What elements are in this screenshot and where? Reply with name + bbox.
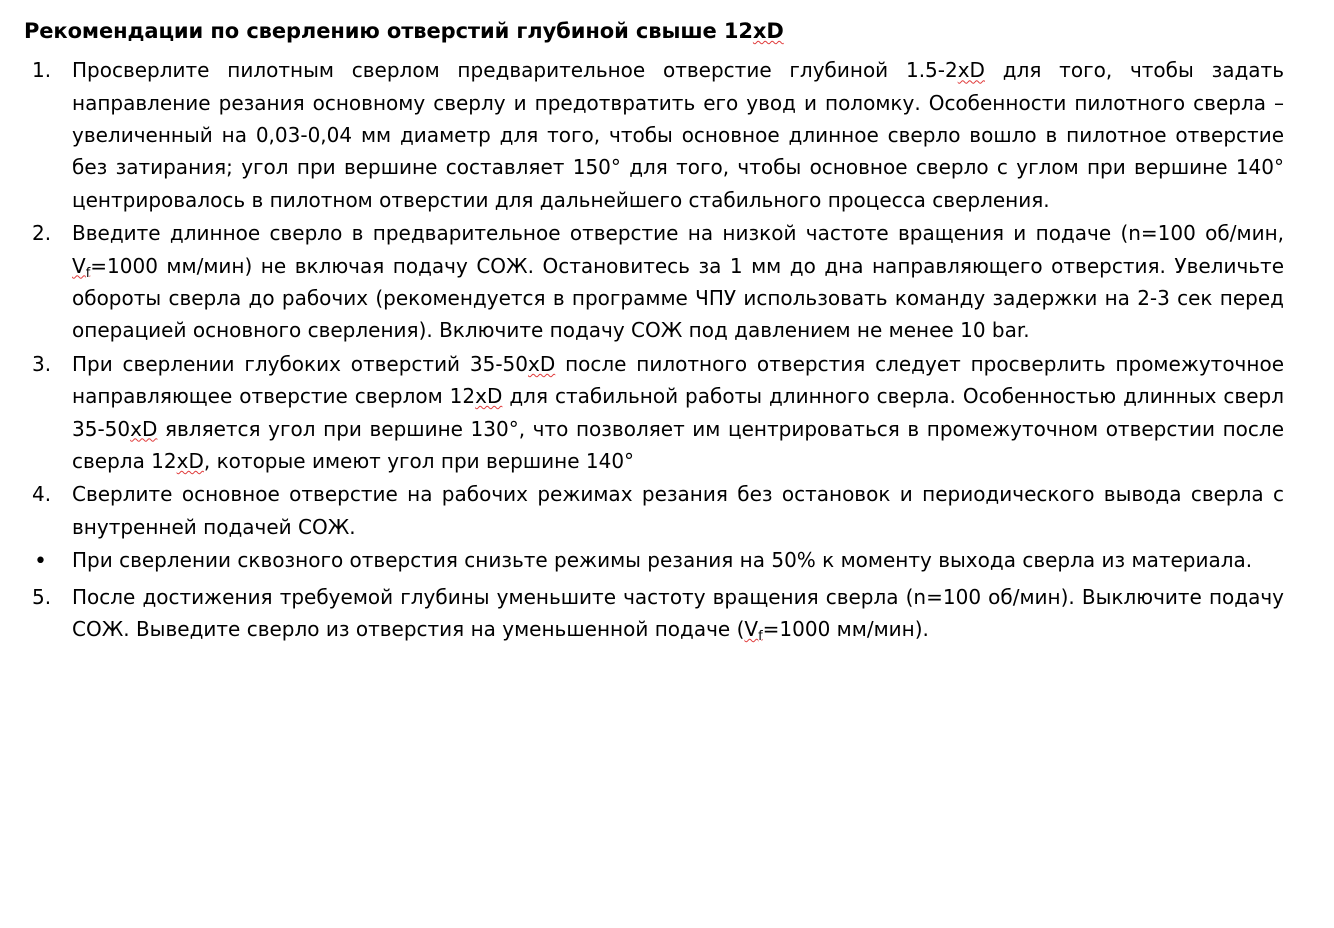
list-item (24, 348, 1290, 478)
page-title-text-part-1: Рекомендации по сверлению отверстий глубиной свыше 12 (24, 19, 753, 43)
page-title (24, 18, 1290, 44)
spell-term-xd: xD (475, 384, 503, 409)
list-item-marker: 4. (32, 482, 52, 507)
spell-term-xd: xD (957, 58, 985, 83)
list-item-text: После достижения требуемой глубины уменьшите частоту вращения сверла (n=100 об/мин). Выключите подачу СОЖ. Выведите сверло из отверстия на уменьшенной подаче ($V_f=1000$ мм/мин). (72, 584, 1284, 645)
subscript-f: f (758, 629, 763, 645)
list-item (24, 217, 1290, 347)
spell-term-xd: xD (528, 351, 556, 376)
page-title-spell-term: xD (752, 19, 784, 43)
list-item-text: Просверлите пилотным сверлом предварительное отверстие глубиной 1.5-2xD для того, чтобы задать направление резания основному сверлу и предотвратить его увод и поломку. Особенности пилотного сверла – увеличенный на 0,03-0,04 мм диаметр для того, чтобы основное длинное сверло вошло в пилотное отверстие без затирания; угол при вершине составляет 150° для того, чтобы основное сверло с углом при вершине 140° центрировалось в пилотном отверстии для дальнейшего стабильного процесса сверления. (72, 58, 1284, 212)
list-item (24, 581, 1290, 646)
subscript-f: f (85, 265, 91, 281)
list-item-marker: 5. (32, 584, 52, 609)
list-item (24, 544, 1290, 580)
list-item (24, 54, 1290, 216)
list-item-text: Введите длинное сверло в предварительное отверстие на низкой частоте вращения и подаче (n=100 об/мин, $V_f=1000$ мм/мин) не включая подачу СОЖ. Остановитесь за 1 мм до дна направляющего отверстия. Увеличьте обороты сверла до рабочих (рекомендуется в программе ЧПУ использовать команду задержки на 2-3 сек перед операцией основного сверления). Включите подачу СОЖ под давлением не менее 10 bar. (72, 221, 1284, 343)
list-item-text: При сверлении глубоких отверстий 35-50xD после пилотного отверстия следует просверлить промежуточное направляющее отверстие сверлом 12xD для стабильной работы длинного сверла. Особенностью длинных сверл 35-50xD является угол при вершине 130°, что позволяет им центрироваться в промежуточном отверстии после сверла 12xD, которые имеют угол при вершине 140° (72, 351, 1285, 473)
list-item-marker: 3. (32, 351, 52, 376)
spell-term-vf: $V_f$ (744, 617, 763, 645)
list-item-marker: 2. (32, 221, 52, 246)
list-item-marker: 1. (32, 58, 52, 83)
spell-term-xd: xD (130, 416, 158, 441)
list-item-bullet-marker: • (34, 549, 47, 575)
list-item-text: При сверлении сквозного отверстия снизьте режимы резания на 50% к моменту выхода сверла из материала. (72, 548, 1253, 573)
recommendations-list (24, 54, 1290, 645)
list-item-text: Сверлите основное отверстие на рабочих режимах резания без остановок и периодического вывода сверла с внутренней подачей СОЖ. (72, 482, 1284, 539)
spell-term-xd: xD (176, 448, 204, 473)
list-item (24, 478, 1290, 543)
spell-term-vf: $V_f$ (72, 253, 91, 281)
